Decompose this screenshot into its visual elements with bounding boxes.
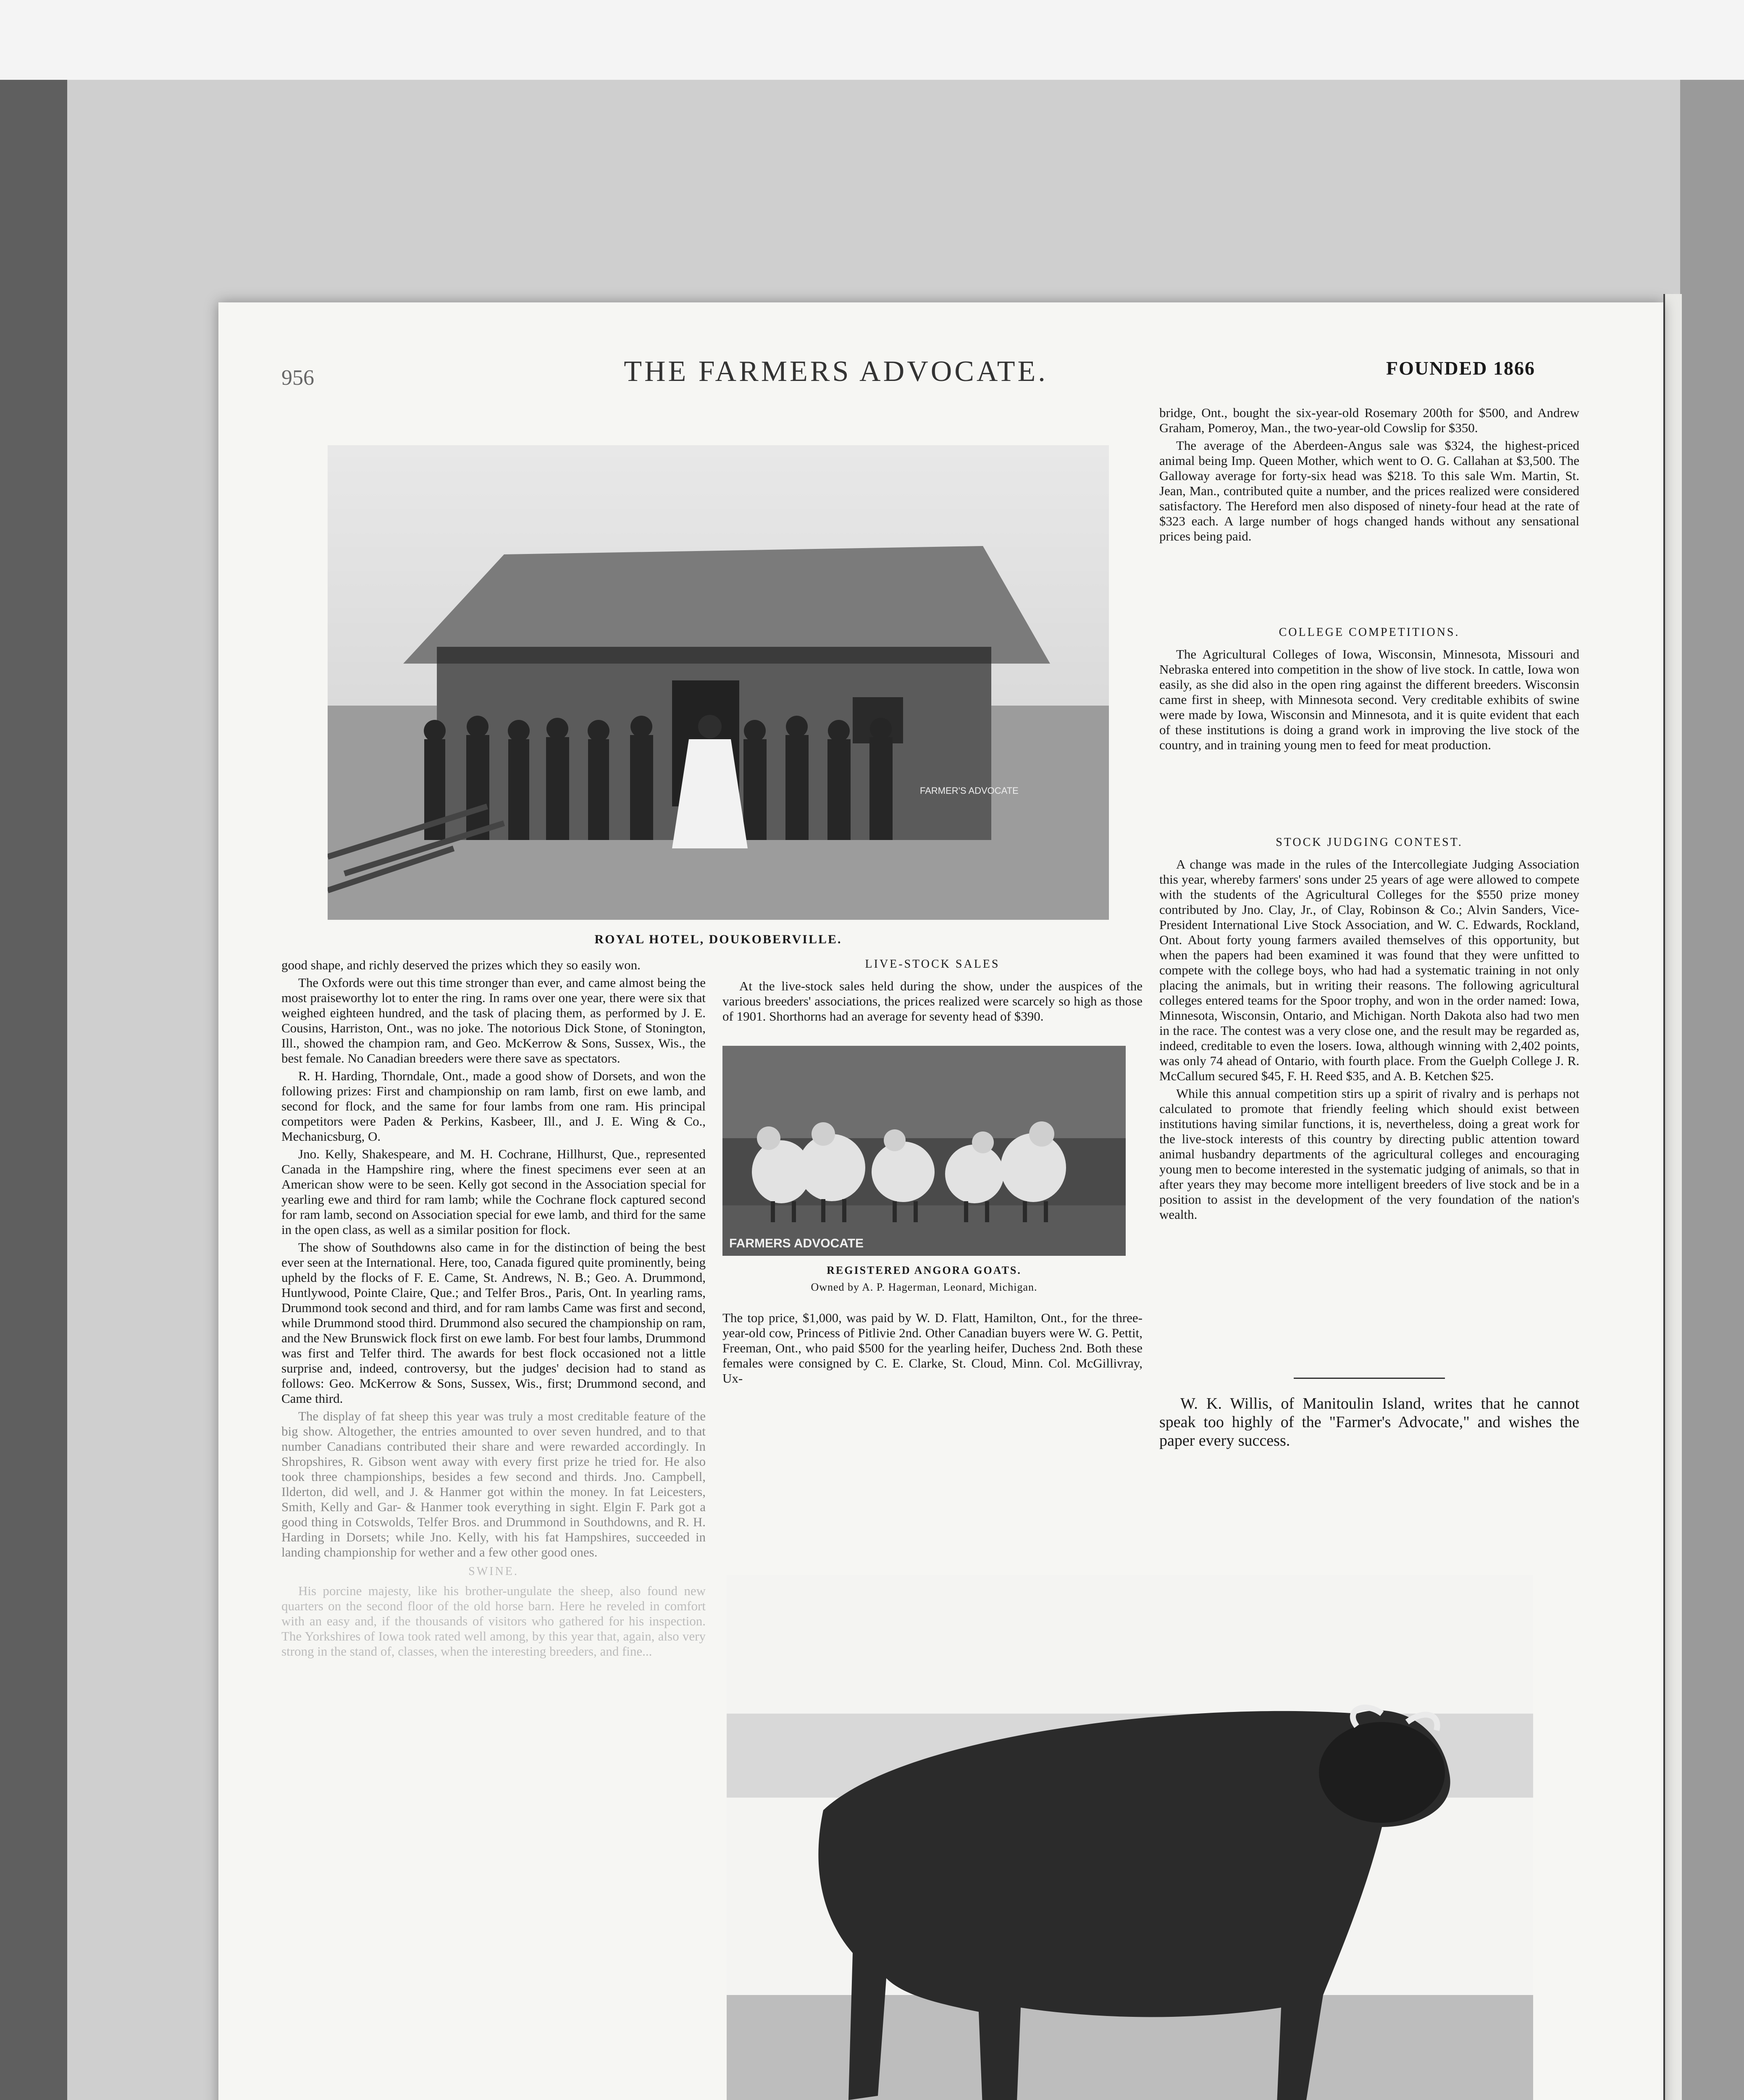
willis-note xyxy=(1159,1394,1579,1450)
scan-top-margin xyxy=(0,0,1744,80)
livestock-sales-intro xyxy=(722,979,1143,1026)
college-text: The Agricultural Colleges of Iowa, Wisconsin, Minnesota, Missouri and Nebraska entered into competition in the show of live stock. In cattle, Iowa won easily, as she did also in the open ring against the different breeders. Wisconsin came first in sheep, with Minnesota second. Very creditable exhibits of swine were made by Iowa, Wisconsin and Minnesota, and it is quite evident that each of these institutions is doing a grand work in improving the live stock of the country, and in training young men to feed for meat production. xyxy=(1159,647,1579,752)
left-para-6: The display of fat sheep this year was truly a most creditable feature of the big show. Altogether, the entries amounted to over seven hundred, and to that number Canadians contributed their share and were rewarded accordingly. In Shropshires, R. Gibson went away with every first prize he tried for. He also took three championships, besides a few second and thirds. Jno. Campbell, Ilderton, did well, and J. & Hanmer got within the money. In fat Leicesters, Smith, Kelly and Gar- & Hanmer took everything in sight. Elgin F. Park got a good thing in Cotswolds, Telfer Bros. and Drummond in Southdowns, and R. H. Harding in Dorsets; while Jno. Kelly, with his fat Hampshires, succeeded in landing championship for wether and a few other good ones. xyxy=(281,1409,706,1559)
left-para-2: The Oxfords were out this time stronger than ever, and came almost being the most praiseworthy lot to enter the ring. In rams over one year, there were six that weighed eighteen hundred, and the task of placing them, as performed by J. E. Cousins, Harriston, Ont., was no joke. The notorious Dick Stone, of Stonington, Ill., showed the champion ram, and Geo. McKerrow & Sons, Sussex, Wis., the best female. No Canadian breeders were there save as spectators. xyxy=(281,975,706,1066)
scan-right-edge xyxy=(1680,80,1744,2100)
section-rule xyxy=(1294,1378,1445,1379)
judging-para-2: While this annual competition stirs up a spirit of rivalry and is perhaps not calculated to promote that friendly feeling which should exist between institutions having similar functions, it is, nevertheless, doing a great work for the live-stock interests of this country by directing public attention toward animal husbandry departments of the agricultural colleges and encouraging young men to become interested in the systematic judging of animals, so that in after years they may become more intelligent breeders of live stock and be in a position to assist in the development of the very foundation of the nation's wealth. xyxy=(1159,1086,1579,1222)
swine-heading: SWINE. xyxy=(468,1565,519,1578)
college-competitions-text xyxy=(1159,647,1579,755)
facing-page-edge xyxy=(1663,294,1682,2100)
goats-photo-watermark: FARMERS ADVOCATE xyxy=(729,1236,864,1250)
left-para-3: R. H. Harding, Thorndale, Ont., made a good show of Dorsets, and won the following prizes: First and championship on ram lamb, first on ewe lamb, and second for flock, and the same for four lambs from one ram. His principal competitors were Paden & Perkins, Kasbeer, Ill., and J. E. Wing & Co., Mechanicsburg, O. xyxy=(281,1068,706,1144)
angora-goats-owner: Owned by A. P. Hagerman, Leonard, Michigan. xyxy=(811,1281,1037,1293)
college-competitions-heading: COLLEGE COMPETITIONS. xyxy=(1279,626,1460,639)
founded-label: FOUNDED 1866 xyxy=(1386,357,1535,379)
swine-text: His porcine majesty, like his brother-ungulate the sheep, also found new quarters on the second floor of the old horse barn. Here he reveled in comfort with an easy and, if the thousands of visitors who gathered for his inspection. The Yorkshires of Iowa took rated well among, by this year that, again, also very strong in the stand of, classes, when the interesting breeders, and fine... xyxy=(281,1583,706,1659)
angora-goats-caption: REGISTERED ANGORA GOATS. xyxy=(827,1264,1022,1276)
page-number: 956 xyxy=(281,366,314,390)
masthead-title: THE FARMERS ADVOCATE. xyxy=(624,355,1048,388)
royal-hotel-caption: ROYAL HOTEL, DOUKOBERVILLE. xyxy=(594,932,842,946)
bull-photo xyxy=(727,1575,1533,2100)
willis-note-text: W. K. Willis, of Manitoulin Island, writes that he cannot speak too highly of the "Farmer's Advocate," and wishes the paper every success. xyxy=(1159,1395,1579,1449)
livestock-sales-para-2: The top price, $1,000, was paid by W. D. Flatt, Hamilton, Ont., for the three-year-old cow, Princess of Pitlivie 2nd. Other Canadian buyers were W. G. Pettit, Freeman, Ont., who paid $500 for the yearling heifer, Duchess 2nd. Both these females were consigned by C. E. Clarke, St. Cloud, Minn. Col. McGillivray, Ux- xyxy=(722,1310,1143,1386)
left-para-5: The show of Southdowns also came in for the distinction of being the best ever seen at the International. Here, too, Canada figured quite prominently, being upheld by the flocks of F. E. Came, St. Andrews, N. B.; Geo. A. Drummond, Huntlywood, Pointe Claire, Que.; and Telfer Bros., Paris, Ont. In yearling rams, Drummond took second and third, and for ram lambs Came was first and second, while Drummond stood third. Drummond also secured the championship on ram, and the New Brunswick flock first on ewe lamb. For best four lambs, Drummond was first and Telfer third. The awards for best flock occasioned not a little surprise and, indeed, controversy, but the judges' decision had to stand as follows: Geo. McKerrow & Sons, Sussex, Wis., first; Drummond second, and Came third. xyxy=(281,1240,706,1406)
hotel-photo-watermark: FARMER'S ADVOCATE xyxy=(920,785,1019,796)
bull-illustration xyxy=(727,1575,1533,2100)
right-para-1: bridge, Ont., bought the six-year-old Rosemary 200th for $500, and Andrew Graham, Pomeroy, Man., the two-year-old Cowslip for $350. xyxy=(1159,405,1579,435)
right-para-2: The average of the Aberdeen-Angus sale was $324, the highest-priced animal being Imp. Queen Mother, which went to O. G. Callahan at $3,500. The Galloway average for forty-six head was $218. To this sale Wm. Martin, St. Jean, Man., contributed quite a number, and the prices realized were considered satisfactory. The Hereford men also disposed of ninety-four head at the rate of $323 each. A large number of hogs changed hands without any sensational prices being paid. xyxy=(1159,438,1579,543)
right-column-sales xyxy=(1159,405,1579,546)
stock-judging-text xyxy=(1159,857,1579,1225)
left-para-1: good shape, and richly deserved the prizes which they so easily won. xyxy=(281,958,641,972)
angora-goats-illustration xyxy=(722,1046,1126,1256)
royal-hotel-photo xyxy=(328,445,1109,920)
scan-left-shadow xyxy=(0,80,67,2100)
stock-judging-heading: STOCK JUDGING CONTEST. xyxy=(1276,836,1463,849)
royal-hotel-illustration xyxy=(328,445,1109,920)
newspaper-page xyxy=(218,302,1663,2100)
angora-goats-photo xyxy=(722,1046,1126,1256)
livestock-sales-heading: LIVE-STOCK SALES xyxy=(865,958,1000,971)
left-para-4: Jno. Kelly, Shakespeare, and M. H. Cochrane, Hillhurst, Que., represented Canada in the Hampshire ring, where the finest specimens ever seen at an American show were to be seen. Kelly got second in the Association special for yearling ewe and third for ram lamb; while the Cochrane flock captured second for ram lamb, second on Association special for ewe lamb, and third for the same in the open class, as well as a similar position for flock. xyxy=(281,1147,706,1237)
judging-para-1: A change was made in the rules of the Intercollegiate Judging Association this year, whereby farmers' sons under 25 years of age were allowed to compete with the students of the Agricultural Colleges for the $550 prize money contributed by Jno. Clay, Jr., of Clay, Robinson & Co.; Alvin Sanders, Vice-President International Live Stock Association, and W. C. Edwards, Rockland, Ont. About forty young farmers availed themselves of this opportunity, but when the papers had been examined it was found that they were unfitted to compete with the college boys, who had had a systematic training in not only placing the animals, but in writing their reasons. The following agricultural colleges entered teams for the Spoor trophy, and won in the order named: Iowa, Minnesota, Wisconsin, Ontario, and Michigan. North Dakota also had two men in the race. The contest was a very close one, and the result may be regarded as, indeed, creditable to even the losers. Iowa, although winning with 2,402 points, was only 74 ahead of Ontario, with fourth place. From the Guelph College J. R. McCallum secured $45, F. H. Reed $35, and A. B. Ketchen $25. xyxy=(1159,857,1579,1083)
livestock-sales-continued xyxy=(722,1310,1143,1389)
left-column xyxy=(281,958,706,2100)
livestock-sales-para-1: At the live-stock sales held during the show, under the auspices of the various breeders' associations, the prices realized were scarcely so high as those of 1901. Shorthorns had an average for seventy head of $390. xyxy=(722,979,1143,1024)
